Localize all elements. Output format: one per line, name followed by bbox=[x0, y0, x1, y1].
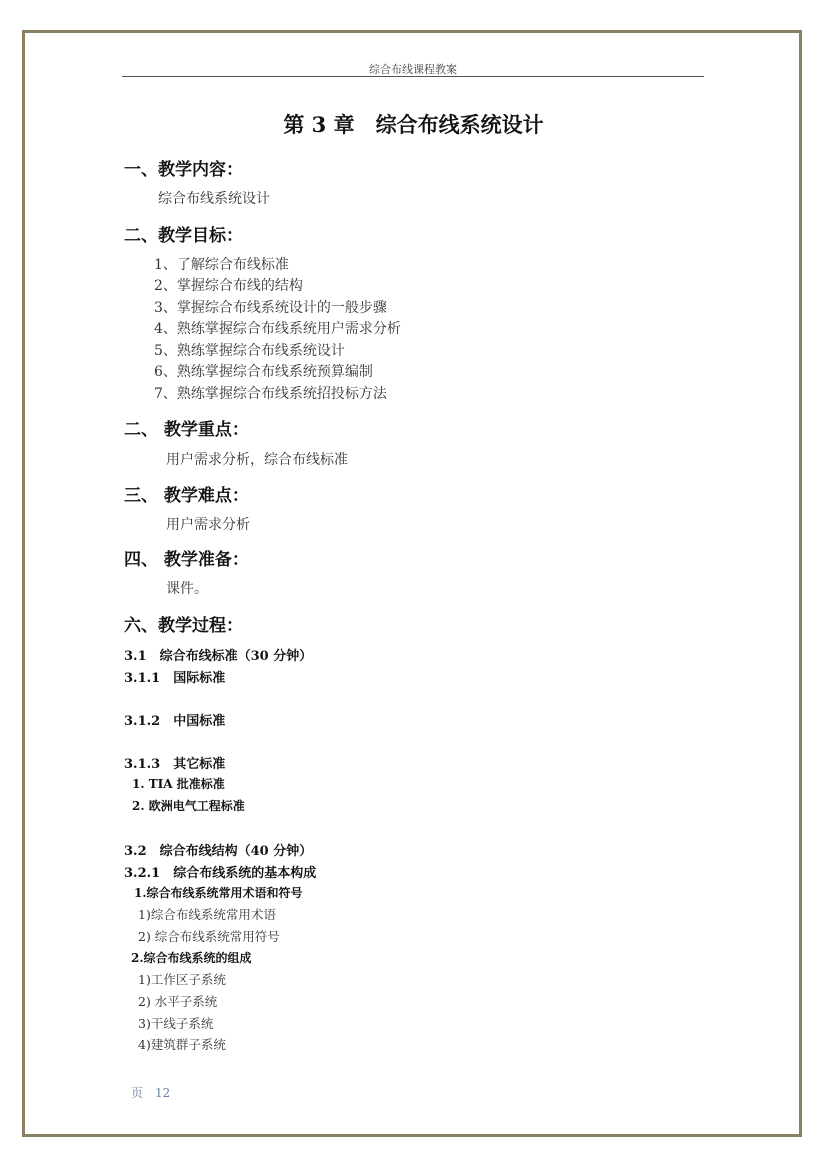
preparation-body: 课件。 bbox=[166, 581, 208, 597]
section-3-2: 3.2 综合布线结构（40 分钟） bbox=[124, 844, 313, 859]
subgroup-item: 1)综合布线系统常用术语 bbox=[138, 907, 276, 922]
subgroup-item: 3)干线子系统 bbox=[138, 1016, 214, 1031]
objective-item: 7、熟练掌握综合布线系统招投标方法 bbox=[154, 386, 387, 402]
section-3-2-1: 3.2.1 综合布线系统的基本构成 bbox=[124, 866, 317, 881]
section-3-1-3: 3.1.3 其它标准 bbox=[124, 757, 226, 772]
subgroup-1: 1.综合布线系统常用术语和符号 bbox=[134, 886, 303, 900]
heading-content: 一、教学内容： bbox=[124, 160, 243, 180]
heading-objectives: 二、教学目标： bbox=[124, 226, 243, 246]
objective-item: 4、熟练掌握综合布线系统用户需求分析 bbox=[154, 321, 401, 337]
subgroup-item: 1)工作区子系统 bbox=[138, 972, 226, 987]
objective-item: 2、掌握综合布线的结构 bbox=[154, 278, 303, 294]
other-standard-item: 2. 欧洲电气工程标准 bbox=[132, 799, 245, 813]
key-points-body: 用户需求分析，综合布线标准 bbox=[166, 452, 348, 468]
subgroup-item: 4)建筑群子系统 bbox=[138, 1037, 226, 1052]
heading-process: 六、教学过程： bbox=[124, 616, 243, 636]
other-standard-item: 1. TIA 批准标准 bbox=[132, 777, 225, 791]
heading-preparation: 四、 教学准备： bbox=[124, 550, 249, 570]
chapter-title: 第 3 章 综合布线系统设计 bbox=[283, 112, 544, 137]
section-3-1: 3.1 综合布线标准（30 分钟） bbox=[124, 649, 313, 664]
objective-item: 1、了解综合布线标准 bbox=[154, 257, 289, 273]
heading-difficulties: 三、 教学难点： bbox=[124, 486, 249, 506]
section-3-1-1: 3.1.1 国际标准 bbox=[124, 671, 226, 686]
subgroup-2: 2.综合布线系统的组成 bbox=[131, 951, 252, 965]
difficulties-body: 用户需求分析 bbox=[166, 517, 250, 533]
section-3-1-2: 3.1.2 中国标准 bbox=[124, 714, 226, 729]
objective-item: 6、熟练掌握综合布线系统预算编制 bbox=[154, 364, 373, 380]
subgroup-item: 2) 综合布线系统常用符号 bbox=[138, 929, 280, 944]
objective-item: 3、掌握综合布线系统设计的一般步骤 bbox=[154, 300, 387, 316]
heading-key-points: 二、 教学重点： bbox=[124, 420, 249, 440]
page-number: 页 12 bbox=[131, 1086, 171, 1100]
running-header: 综合布线课程教案 bbox=[369, 63, 457, 76]
content-body: 综合布线系统设计 bbox=[158, 191, 270, 207]
header-rule bbox=[122, 76, 704, 77]
subgroup-item: 2) 水平子系统 bbox=[138, 994, 218, 1009]
objective-item: 5、熟练掌握综合布线系统设计 bbox=[154, 343, 345, 359]
